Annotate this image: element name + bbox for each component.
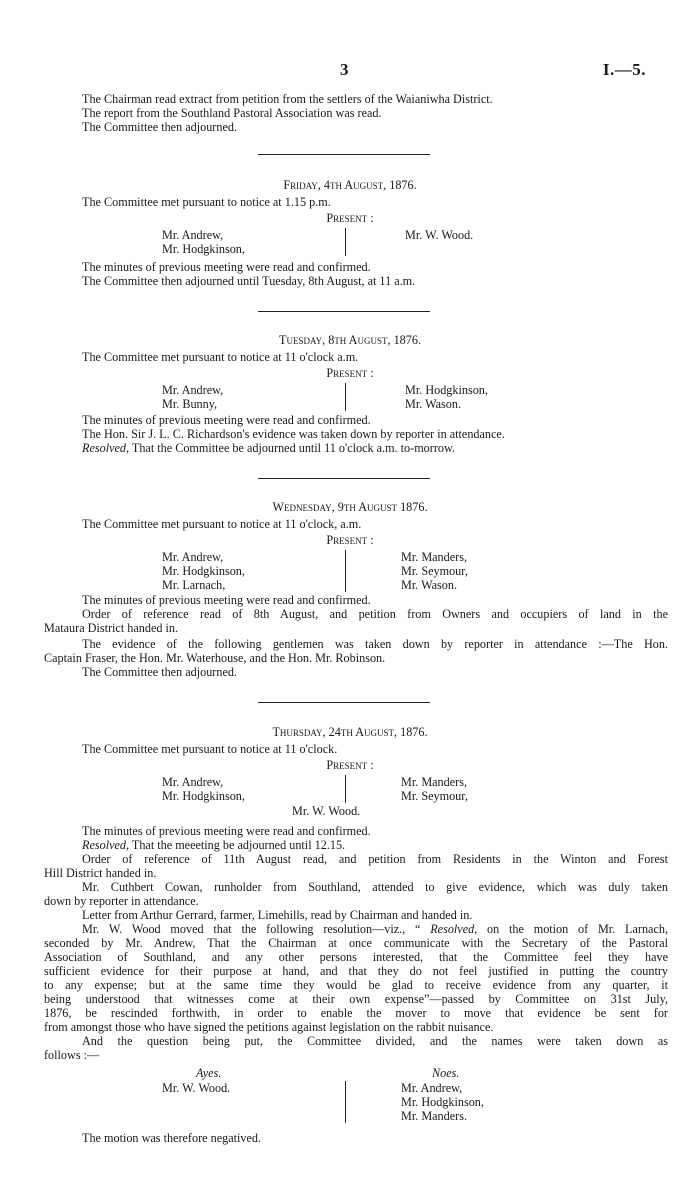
motion-line: seconded by Mr. Andrew, That the Chairman at once communicate with the Secretary of the Pastoral — [44, 936, 668, 950]
section-divider — [258, 311, 430, 312]
member-name: Mr. Hodgkinson, — [162, 789, 245, 803]
minutes-line: Hill District handed in. — [44, 866, 157, 880]
meeting-date: Tuesday, 8th August, 1876. — [279, 333, 421, 347]
motion-line: Association of Southland, and any other persons interested, that the Committee feel they have — [44, 950, 668, 964]
motion-line: to any expense; but at the same time they would be glad to receive evidence from any quarter, it — [44, 978, 668, 992]
member-name: Mr. Andrew, — [162, 775, 224, 789]
member-name: Mr. Andrew, — [162, 550, 224, 564]
meeting-opening: The Committee met pursuant to notice at 11 o'clock. — [82, 742, 338, 756]
minutes-line: Letter from Arthur Gerrard, farmer, Limehills, read by Chairman and handed in. — [82, 908, 473, 922]
resolved-word: Resolved, — [82, 838, 130, 852]
column-divider — [345, 1081, 346, 1123]
minutes-line: Mr. Cuthbert Cowan, runholder from Southland, attended to give evidence, which was duly taken — [82, 880, 668, 894]
meeting-date: Wednesday, 9th August 1876. — [272, 500, 428, 514]
section-divider — [258, 478, 430, 479]
minutes-line: Captain Fraser, the Hon. Mr. Waterhouse, and the Hon. Mr. Robinson. — [44, 651, 386, 665]
meeting-date: Thursday, 24th August, 1876. — [272, 725, 428, 739]
column-divider — [345, 228, 346, 256]
present-label: Present : — [326, 366, 374, 380]
present-label: Present : — [326, 758, 374, 772]
motion-text: Mr. W. Wood moved that the following resolution—viz., “ — [82, 922, 431, 936]
minutes-line: Order of reference of 11th August read, and petition from Residents in the Winton and Forest — [82, 852, 668, 866]
column-divider — [345, 550, 346, 592]
minutes-line: The evidence of the following gentlemen was taken down by reporter in attendance :—The Hon. — [82, 637, 668, 651]
motion-line: 1876, be rescinded forthwith, in order to enable the mover to move that evidence be sent for — [44, 1006, 668, 1020]
member-name: Mr. Andrew, — [162, 228, 224, 242]
intro-line: The report from the Southland Pastoral Association was read. — [82, 106, 382, 120]
member-name: Mr. Bunny, — [162, 397, 218, 411]
member-name: Mr. Andrew, — [162, 383, 224, 397]
minutes-line: Mataura District handed in. — [44, 621, 179, 635]
motion-text: on the motion of Mr. Larnach, — [477, 922, 668, 936]
minutes-line: Order of reference read of 8th August, and petition from Owners and occupiers of land in the — [82, 607, 668, 621]
member-name: Mr. Wason. — [405, 397, 462, 411]
noes-member: Mr. Andrew, — [401, 1081, 463, 1095]
meeting-opening: The Committee met pursuant to notice at 11 o'clock, a.m. — [82, 517, 362, 531]
minutes-line: The Committee then adjourned until Tuesday, 8th August, at 11 a.m. — [82, 274, 416, 288]
resolution-line — [82, 441, 455, 455]
resolution-line — [82, 838, 345, 852]
column-divider — [345, 383, 346, 411]
resolved-word: Resolved, — [82, 441, 130, 455]
meeting-opening: The Committee met pursuant to notice at 11 o'clock a.m. — [82, 350, 359, 364]
member-name: Mr. Seymour, — [401, 564, 468, 578]
intro-line: The Chairman read extract from petition from the settlers of the Waianiwha District. — [82, 92, 493, 106]
resolution-text: That the meeeting be adjourned until 12.15. — [129, 838, 346, 852]
motion-line: And the question being put, the Committee divided, and the names were taken down as — [82, 1034, 668, 1048]
minutes-line: The Hon. Sir J. L. C. Richardson's evidence was taken down by reporter in attendance. — [82, 427, 505, 441]
section-divider — [258, 154, 430, 155]
minutes-line: The minutes of previous meeting were read and confirmed. — [82, 260, 371, 274]
present-label: Present : — [326, 533, 374, 547]
meeting-opening: The Committee met pursuant to notice at 1.15 p.m. — [82, 195, 331, 209]
member-name: Mr. Larnach, — [162, 578, 226, 592]
motion-line — [82, 922, 668, 936]
present-label: Present : — [326, 211, 374, 225]
member-name: Mr. Hodgkinson, — [162, 564, 245, 578]
motion-line: follows :— — [44, 1048, 100, 1062]
intro-line: The Committee then adjourned. — [82, 120, 238, 134]
minutes-line: The minutes of previous meeting were read and confirmed. — [82, 593, 371, 607]
noes-member: Mr. Hodgkinson, — [401, 1095, 484, 1109]
member-name: Mr. Manders, — [401, 775, 468, 789]
member-name: Mr. W. Wood. — [405, 228, 474, 242]
member-name: Mr. Manders, — [401, 550, 468, 564]
page-number: 3 — [340, 60, 349, 79]
noes-member: Mr. Manders. — [401, 1109, 468, 1123]
section-divider — [258, 702, 430, 703]
resolution-text: That the Committee be adjourned until 11 o'clock a.m. to-morrow. — [129, 441, 456, 455]
member-name: Mr. Hodgkinson, — [405, 383, 488, 397]
member-name: Mr. Seymour, — [401, 789, 468, 803]
meeting-date: Friday, 4th August, 1876. — [283, 178, 417, 192]
motion-line: sufficient evidence for their purpose at hand, and that they do not feel justified in putting the country — [44, 964, 668, 978]
member-name: Mr. Hodgkinson, — [162, 242, 245, 256]
motion-line: being understood that witnesses come at their own expense”—passed by Committee on 31st July, — [44, 992, 668, 1006]
member-name: Mr. Wason. — [401, 578, 458, 592]
paper-reference: I.—5. — [602, 60, 646, 79]
noes-label: Noes. — [432, 1066, 460, 1080]
ayes-member: Mr. W. Wood. — [162, 1081, 231, 1095]
minutes-line: The minutes of previous meeting were read and confirmed. — [82, 824, 371, 838]
motion-result: The motion was therefore negatived. — [82, 1131, 262, 1145]
motion-line: from amongst those who have signed the petitions against legislation on the rabbit nuisance. — [44, 1020, 494, 1034]
column-divider — [345, 775, 346, 803]
minutes-line: The minutes of previous meeting were read and confirmed. — [82, 413, 371, 427]
ayes-label: Ayes. — [196, 1066, 222, 1080]
member-name: Mr. W. Wood. — [292, 804, 361, 818]
resolved-word: Resolved, — [430, 922, 478, 936]
minutes-line: down by reporter in attendance. — [44, 894, 199, 908]
minutes-line: The Committee then adjourned. — [82, 665, 238, 679]
